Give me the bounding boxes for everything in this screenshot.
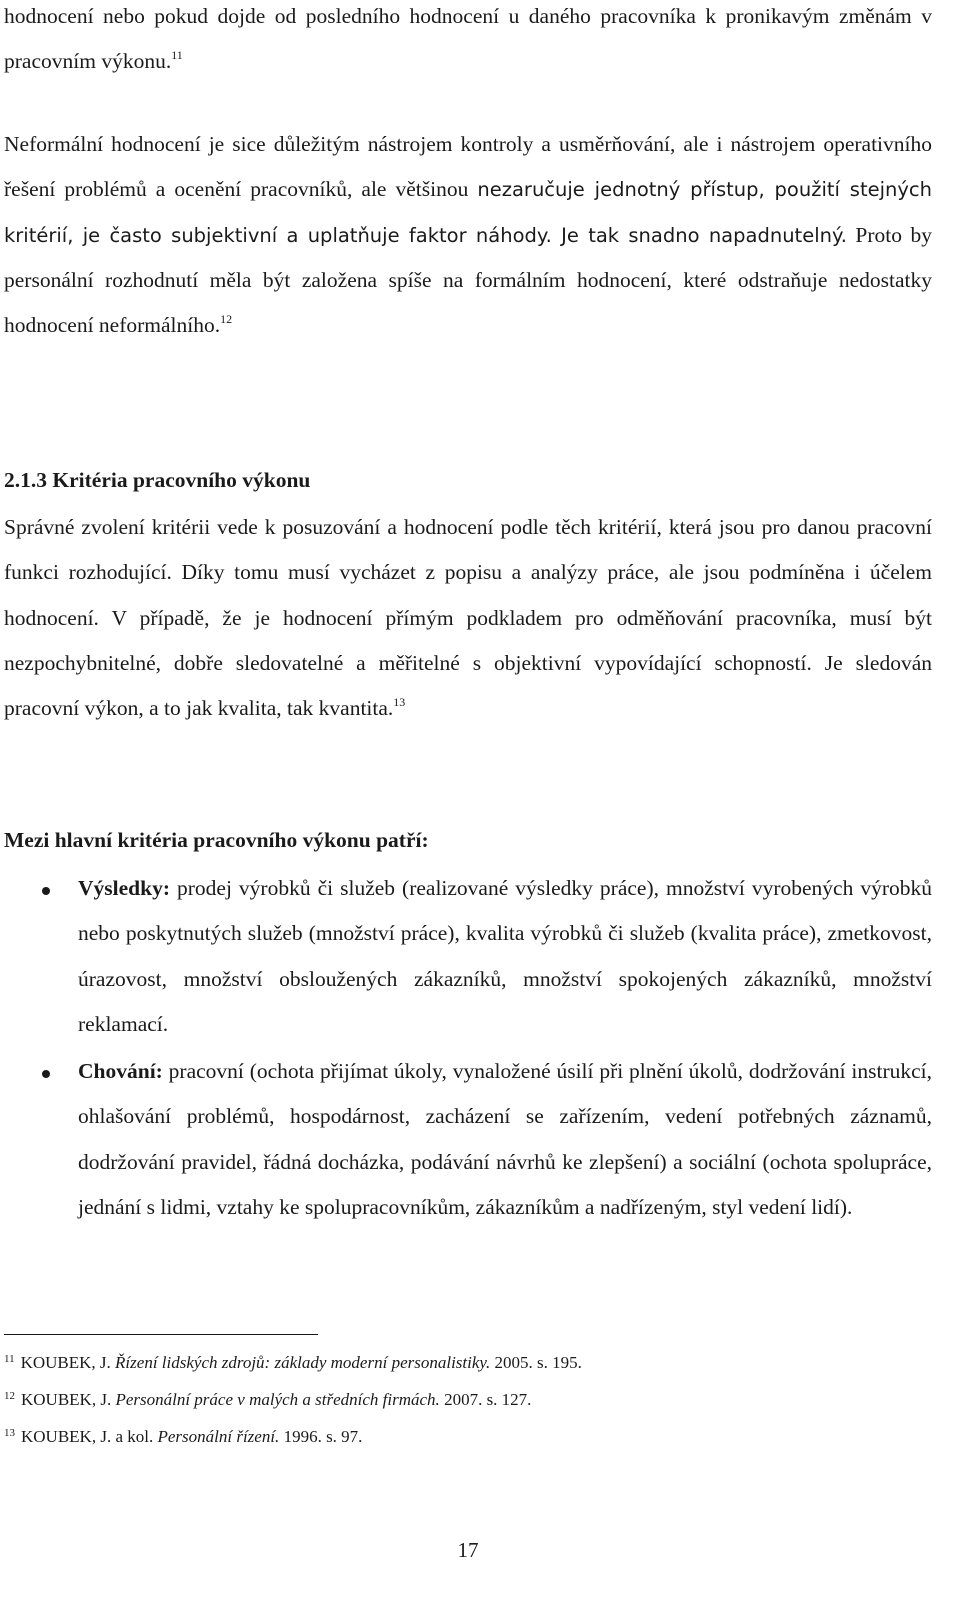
list-item-text: prodej výrobků či služeb (realizované výsledky práce), množství vyrobených výrobků nebo poskytnutých služeb (množství práce), kvalita výrobků či služeb (kvalita práce), zmetkovost, úrazovost, množství obsloužených zákazníků, množství spokojených zákazníků, množství reklamací. <box>78 876 932 1036</box>
footnote-number: 13 <box>4 1427 15 1439</box>
section-heading: 2.1.3 Kritéria pracovního výkonu <box>4 468 311 492</box>
footnote <box>4 1389 904 1411</box>
paragraph-text: Neformální hodnocení je sice důležitým nástrojem kontroly a usměrňování, ale i nástrojem operativního řešení problémů a ocenění pracovníků, ale většinou <box>4 132 932 202</box>
list-item <box>0 1049 932 1230</box>
footnote-title: Personální práce v malých a středních firmách. <box>115 1390 440 1409</box>
footnote-separator <box>4 1334 318 1335</box>
list-heading: Mezi hlavní kritéria pracovního výkonu patří: <box>4 828 429 852</box>
paragraph-text: Správné zvolení kritérii vede k posuzování a hodnocení podle těch kritérií, která jsou pro danou pracovní funkci rozhodující. Díky tomu musí vycházet z popisu a analýzy práce, ale jsou podmíněna i účelem hodnocení. V případě, že je hodnocení přímým podkladem pro odměňování pracovníka, musí být nezpochybnitelné, dobře sledovatelné a měřitelné s objektivní vypovídající schopností. Je sledován pracovní výkon, a to jak kvalita, tak kvantita. <box>4 515 932 721</box>
footnote-author: KOUBEK, J. <box>21 1390 116 1409</box>
paragraph-text: hodnocení nebo pokud dojde od posledního hodnocení u daného pracovníka k pronikavým změnám v pracovním výkonu. <box>4 4 932 74</box>
footnote-title: Řízení lidských zdrojů: základy moderní personalistiky. <box>115 1353 491 1372</box>
page-number: 17 <box>457 1538 479 1562</box>
bullet-icon <box>42 1070 50 1078</box>
paragraph-informal-evaluation <box>4 122 932 348</box>
criteria-list <box>0 866 932 1230</box>
paragraph-text: Proto by personální rozhodnutí měla být založena spíše na formálním hodnocení, které odstraňuje nedostatky hodnocení neformálního. <box>4 222 932 338</box>
list-item-label: Výsledky: <box>78 876 170 900</box>
footnote-number: 12 <box>4 1390 15 1402</box>
footnote-title: Personální řízení. <box>157 1427 280 1446</box>
footnote-ref: 13 <box>393 695 406 710</box>
footnote-details: 2007. s. 127. <box>439 1390 532 1409</box>
paragraph-text: nezaručuje jednotný přístup, použití stejných kritérií, je často subjektivní a uplatňuje faktor náhody. Je tak snadno napadnutelný. <box>4 178 933 247</box>
footnote-ref: 11 <box>171 48 183 63</box>
paragraph-criteria <box>4 505 932 731</box>
footnote-number: 11 <box>4 1353 15 1365</box>
footnote-author: KOUBEK, J. <box>20 1353 116 1372</box>
paragraph-intro <box>4 0 932 85</box>
footnote <box>4 1426 904 1448</box>
footnote-details: 2005. s. 195. <box>490 1353 582 1372</box>
footnote-details: 1996. s. 97. <box>279 1427 363 1446</box>
footnote <box>4 1352 904 1374</box>
list-item <box>0 866 932 1047</box>
footnote-author: KOUBEK, J. a kol. <box>21 1427 158 1446</box>
list-item-label: Chování: <box>78 1059 163 1084</box>
footnote-ref: 12 <box>220 312 233 327</box>
bullet-icon <box>42 887 50 895</box>
list-item-text: pracovní (ochota přijímat úkoly, vynaložené úsilí při plnění úkolů, dodržování instrukcí, ohlašování problémů, hospodárnost, zacházení se zařízením, vedení potřebných záznamů, dodržování pravidel, řádná docházka, podávání návrhů ke zlepšení) a sociální (ochota spolupráce, jednání s lidmi, vztahy ke spolupracovníkům, zákazníkům a nadřízeným, styl vedení lidí). <box>78 1059 932 1220</box>
